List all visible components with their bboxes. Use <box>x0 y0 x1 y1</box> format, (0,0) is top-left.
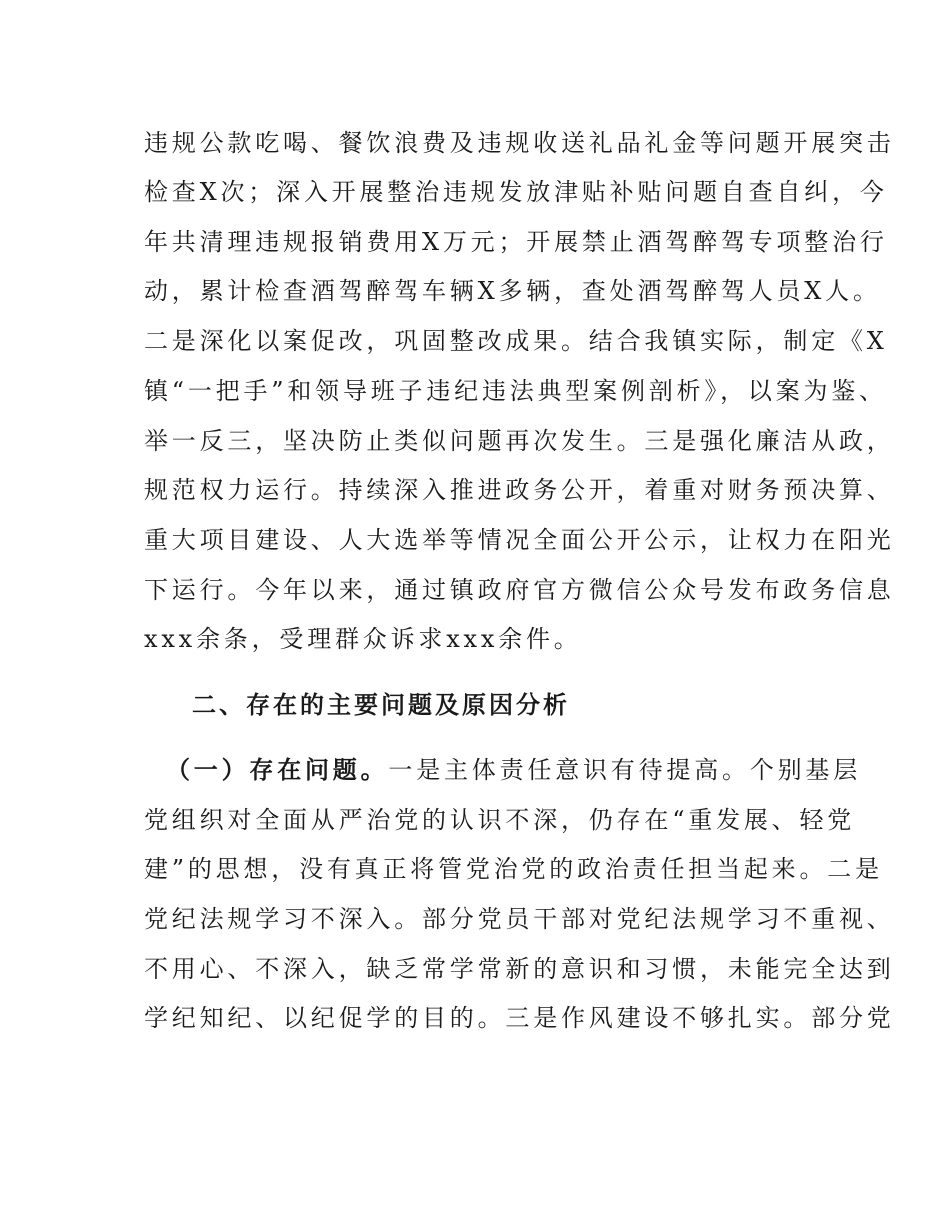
body-text-line: 检查X次；深入开展整治违规发放津贴补贴问题自查自纠，今 <box>144 178 888 206</box>
body-text-line: 规范权力运行。持续深入推进政务公开，着重对财务预决算、 <box>144 476 895 504</box>
body-text-line: 违规公款吃喝、餐饮浪费及违规收送礼品礼金等问题开展突击 <box>144 129 895 157</box>
body-text-line-first <box>166 755 861 785</box>
body-text-line: 建”的思想，没有真正将管党治党的政治责任担当起来。二是 <box>144 855 883 883</box>
body-text-line: 下运行。今年以来，通过镇政府官方微信公众号发布政务信息 <box>144 576 895 604</box>
section-heading: 二、存在的主要问题及原因分析 <box>192 691 570 719</box>
body-text-line: 举一反三，坚决防止类似问题再次发生。三是强化廉洁从政， <box>144 427 895 455</box>
body-text-span: 一是主体责任意识有待提高。个别基层 <box>388 756 862 784</box>
body-text-line: 学纪知纪、以纪促学的目的。三是作风建设不够扎实。部分党 <box>144 1004 895 1032</box>
body-text-line: 动，累计检查酒驾醉驾车辆X多辆，查处酒驾醉驾人员X人。 <box>144 277 881 305</box>
body-text-line: 二是深化以案促改，巩固整改成果。结合我镇实际，制定《X <box>144 327 888 355</box>
body-text-line: 党纪法规学习不深入。部分党员干部对党纪法规学习不重视、 <box>144 905 895 933</box>
body-text-line: 党组织对全面从严治党的认识不深，仍存在“重发展、轻党 <box>144 806 856 834</box>
body-text-line: xxx余条，受理群众诉求xxx余件。 <box>144 625 582 653</box>
body-text-line: 年共清理违规报销费用X万元；开展禁止酒驾醉驾专项整治行 <box>144 228 888 256</box>
body-text-line: 不用心、不深入，缺乏常学常新的意识和习惯，未能完全达到 <box>144 955 895 983</box>
body-text-line: 重大项目建设、人大选举等情况全面公开公示，让权力在阳光 <box>144 526 895 554</box>
body-text-line: 镇“一把手”和领导班子违纪违法典型案例剖析》，以案为鉴、 <box>144 377 887 405</box>
subsection-lead: （一）存在问题。 <box>166 756 389 784</box>
